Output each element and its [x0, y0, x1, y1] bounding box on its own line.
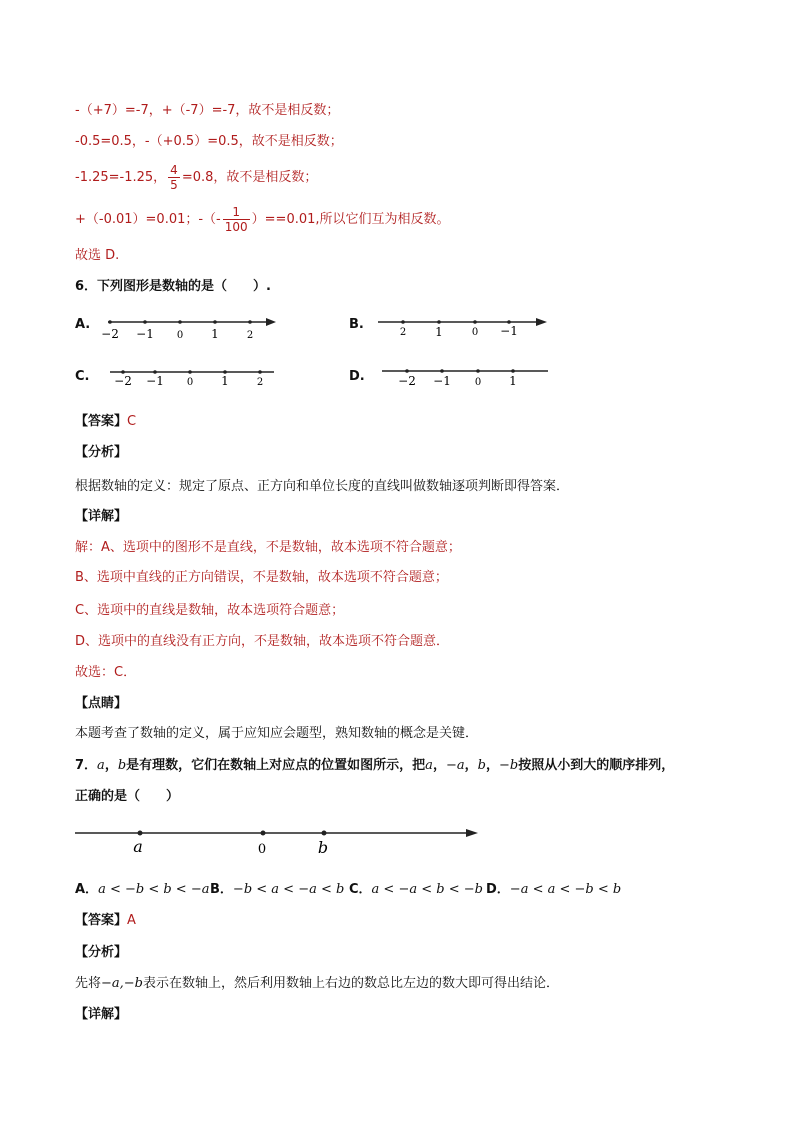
- tick-label: 0: [186, 377, 194, 388]
- q6-option-a-label: A.: [75, 317, 91, 332]
- q6-point-tag: 【点睛】: [75, 696, 128, 711]
- solution-line-5: 故选 D.: [75, 248, 120, 263]
- solution-line-4: +（-0.01）=0.01；-（- $\frac{1}{100}$ ）==0.01,所以它们互为相反数。: [75, 205, 450, 234]
- point-b: [322, 831, 327, 836]
- tick-label: 0: [474, 377, 482, 388]
- q7-analysis-tag: 【分析】: [75, 945, 128, 960]
- q6-option-d-axis: [378, 362, 553, 392]
- fraction-4-5: $\frac{4}{5}$: [170, 163, 178, 192]
- q7-detail-tag: 【详解】: [75, 1007, 128, 1022]
- axis-label-a: a: [133, 837, 143, 856]
- tick-label: 0: [471, 327, 479, 338]
- q6-detail-tag: 【详解】: [75, 509, 128, 524]
- q6-option-b-axis: [372, 310, 552, 340]
- tick-label: 0: [176, 330, 184, 341]
- q7-option-a: A．a < −b < b < −a: [75, 882, 210, 897]
- solution-line-2: -0.5=0.5，-（+0.5）=0.5，故不是相反数；: [75, 134, 343, 149]
- tick-label: 2: [246, 330, 254, 341]
- q6-detail-line-5: 故选：C．: [75, 665, 137, 680]
- q6-detail-line-2: B、选项中直线的正方向错误，不是数轴，故本选项不符合题意；: [75, 570, 448, 585]
- solution-line-1: -（+7）=-7，+（-7）=-7，故不是相反数；: [75, 103, 340, 118]
- tick-label: −2: [398, 374, 416, 388]
- q6-option-a-axis: [100, 312, 280, 342]
- q6-option-c-axis: [106, 363, 291, 393]
- point-a: [138, 831, 143, 836]
- q6-answer: 【答案】C: [75, 414, 137, 429]
- point-origin: [261, 831, 266, 836]
- tick-label: 1: [435, 325, 443, 339]
- axis-label-b: b: [317, 838, 329, 857]
- q7-option-b: B．−b < a < −a < b: [210, 882, 345, 897]
- question-6-stem: 6．下列图形是数轴的是（ ）.: [75, 279, 271, 294]
- fraction-1-100: $\frac{1}{100}$: [224, 205, 248, 234]
- q6-analysis: 根据数轴的定义：规定了原点、正方向和单位长度的直线叫做数轴逐项判断即得答案．: [75, 479, 570, 494]
- tick-label: −1: [433, 374, 451, 388]
- q6-detail-line-3: C、选项中的直线是数轴，故本选项符合题意；: [75, 603, 345, 618]
- tick-label: 1: [211, 327, 219, 341]
- tick-label: 2: [256, 377, 264, 388]
- q6-point: 本题考查了数轴的定义，属于应知应会题型，熟知数轴的概念是关键．: [75, 726, 479, 741]
- tick-label: −2: [101, 327, 119, 341]
- q7-option-c: C．a < −a < b < −b: [349, 882, 483, 897]
- question-7-stem: 7．a，b是有理数，它们在数轴上对应点的位置如图所示，把a，−a，b，−b按照从小到大的顺序排列，: [75, 758, 675, 773]
- q7-number-line: [70, 822, 490, 860]
- tick-label: −1: [146, 374, 164, 388]
- q6-option-b-label: B.: [349, 317, 364, 332]
- tick-label: −1: [500, 324, 518, 338]
- q7-options: [75, 881, 621, 899]
- tick-label: 1: [509, 374, 517, 388]
- tick-label: −1: [136, 327, 154, 341]
- solution-line-3: -1.25=-1.25， $\frac{4}{5}$ =0.8，故不是相反数；: [75, 163, 318, 192]
- question-7-stem-line-2: 正确的是（ ）: [75, 789, 180, 804]
- axis-label-origin: 0: [257, 842, 267, 857]
- q7-option-d: D．−a < a < −b < b: [486, 882, 622, 897]
- tick-label: −2: [114, 374, 132, 388]
- q6-detail-line-1: 解：A、选项中的图形不是直线，不是数轴，故本选项不符合题意；: [75, 540, 461, 555]
- q6-option-c-label: C.: [75, 369, 90, 384]
- tick-label: 1: [221, 374, 229, 388]
- q7-analysis: 先将−a,−b表示在数轴上，然后利用数轴上右边的数总比左边的数大即可得出结论．: [75, 976, 560, 991]
- q6-detail-line-4: D、选项中的直线没有正方向，不是数轴，故本选项不符合题意．: [75, 634, 450, 649]
- q6-analysis-tag: 【分析】: [75, 445, 128, 460]
- q6-option-d-label: D.: [349, 369, 365, 384]
- tick-label: 2: [399, 327, 407, 338]
- q7-answer: 【答案】A: [75, 913, 136, 928]
